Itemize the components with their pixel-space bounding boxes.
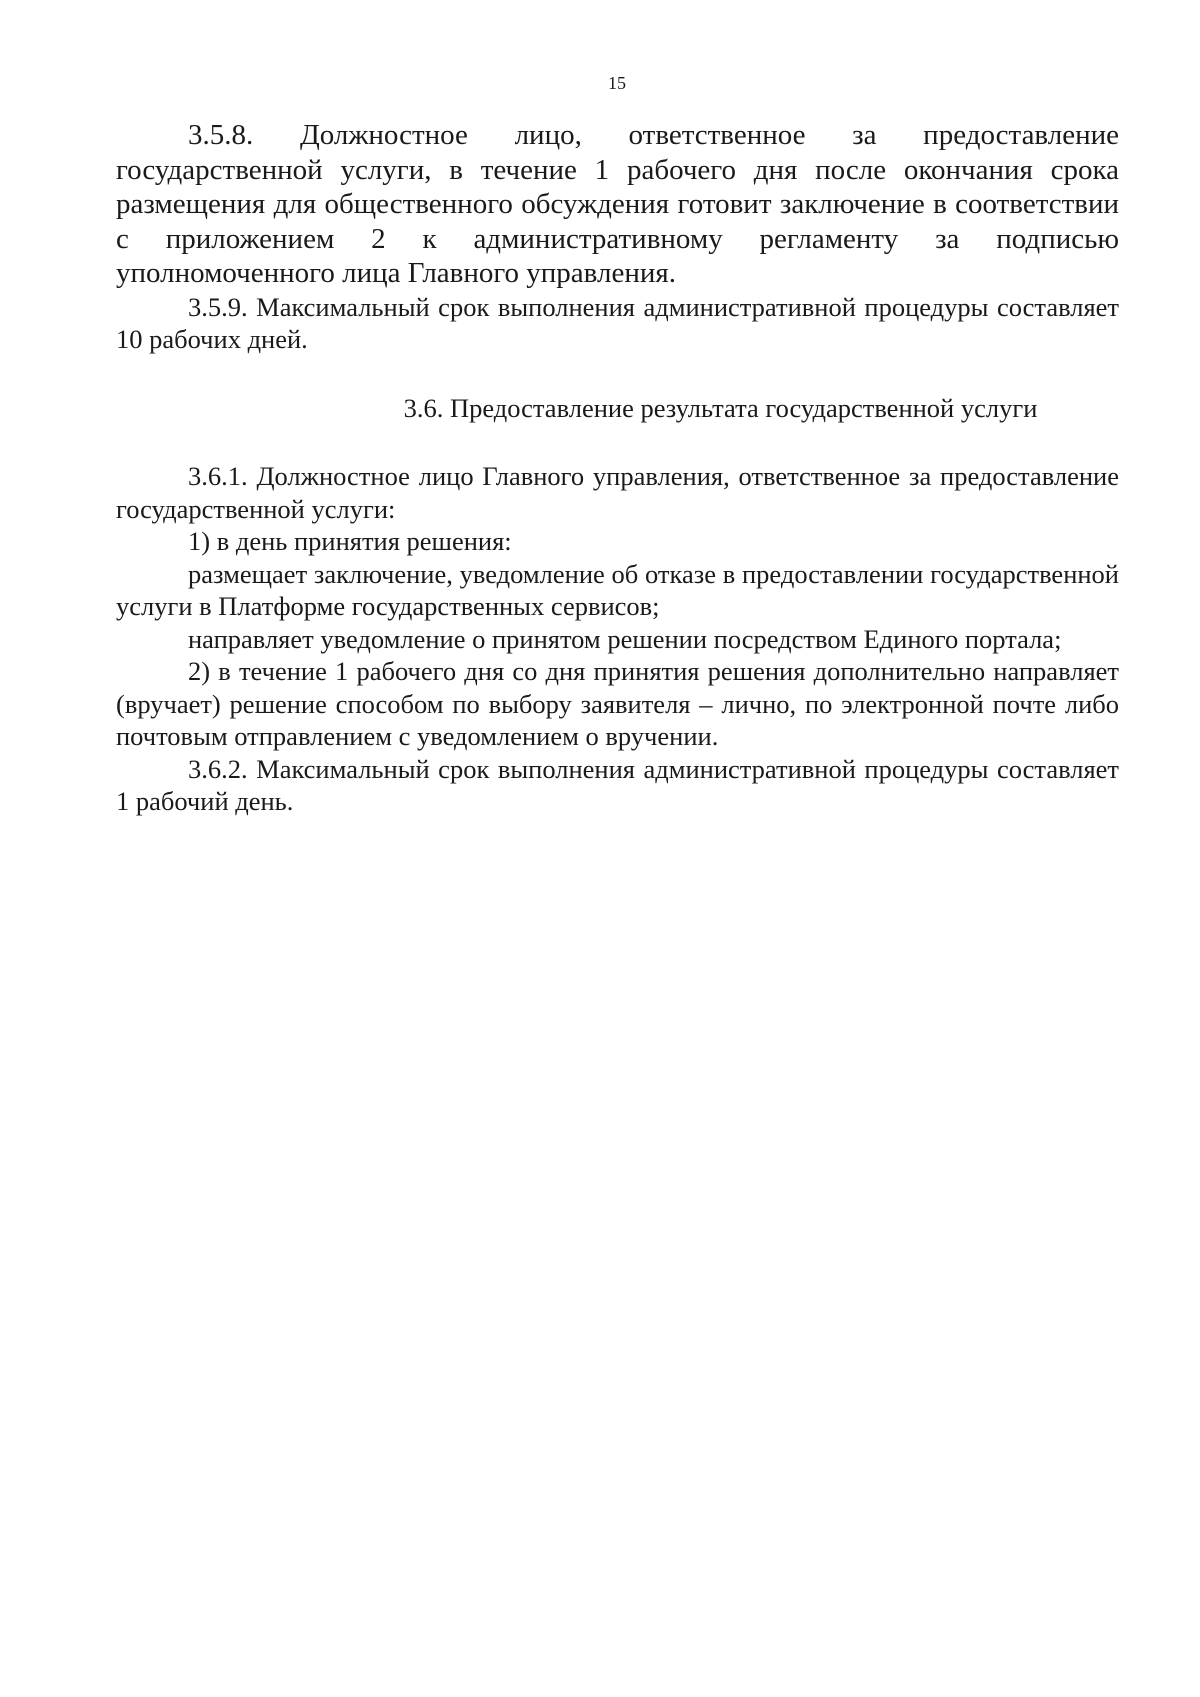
- list-item-1-notification: направляет уведомление о принятом решении посредством Единого портала;: [188, 623, 1062, 654]
- list-item-2: 2) в течение 1 рабочего дня со дня принятия решения дополнительно направляет (вручает) решение способом по выбору заявителя – лично, по электронной почте либо почтовым отправлением с уведомлением о вручении.: [116, 656, 1119, 751]
- paragraph-3-5-8: 3.5.8. Должностное лицо, ответственное за предоставление государственной услуги, в течение 1 рабочего дня после окончания срока размещения для общественного обсуждения готовит заключение в соответствии с приложением 2 к административному регламенту за подписью уполномоченного лица Главного управления.: [116, 119, 1119, 289]
- document-body: [116, 118, 1119, 818]
- list-item-1: 1) в день принятия решения:: [188, 526, 512, 556]
- page-number: 15: [608, 73, 626, 93]
- section-heading-3-6: 3.6. Предоставление результата государственной услуги: [403, 392, 1038, 423]
- list-item-1-posting: размещает заключение, уведомление об отказе в предоставлении государственной услуги в Платформе государственных сервисов;: [116, 558, 1119, 621]
- paragraph-3-6-2: 3.6.2. Максимальный срок выполнения административной процедуры составляет 1 рабочий день.: [116, 753, 1119, 816]
- paragraph-3-5-9: 3.5.9. Максимальный срок выполнения административной процедуры составляет 10 рабочих дней.: [116, 291, 1119, 354]
- paragraph-3-6-1: 3.6.1. Должностное лицо Главного управления, ответственное за предоставление государственной услуги:: [116, 461, 1119, 524]
